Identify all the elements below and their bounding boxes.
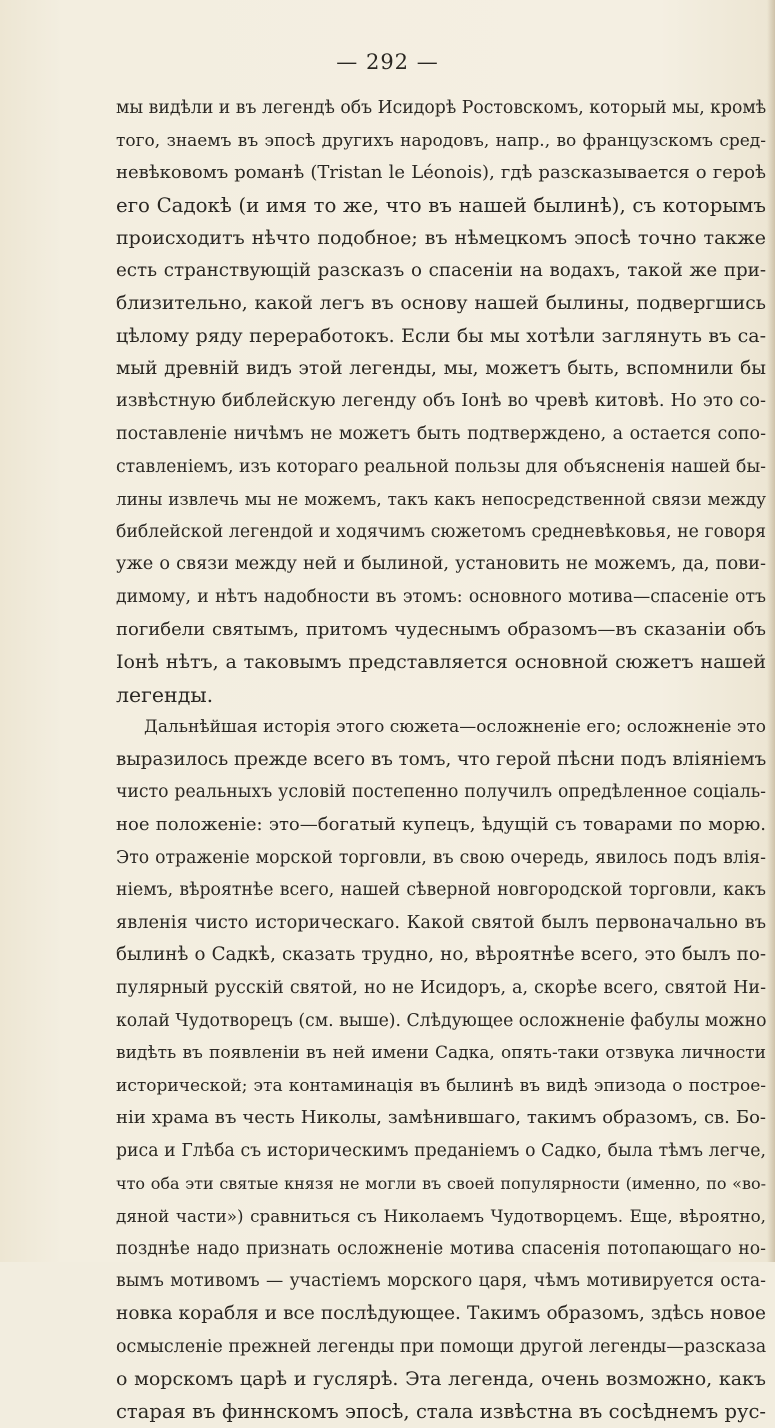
- text-line: Это отраженіе морской торговли, въ свою очередь, явилось подъ влія-: [116, 847, 766, 868]
- text-line: Іонѣ нѣтъ, а таковымъ представляется основной сюжетъ нашей: [116, 651, 766, 674]
- text-line: колай Чудотворецъ (см. выше). Слѣдующее осложненіе фабулы можно: [116, 1010, 767, 1031]
- text-line: явленія чисто историческаго. Какой святой былъ первоначально въ: [116, 912, 766, 933]
- text-line: Дальнѣйшая исторія этого сюжета—осложненіе его; осложненіе это: [144, 717, 766, 738]
- text-line: пулярный русскій святой, но не Исидоръ, а, скорѣе всего, святой Ни-: [116, 978, 766, 999]
- text-line: лины извлечь мы не можемъ, такъ какъ непосредственной связи между: [116, 489, 766, 510]
- text-line: осмысленіе прежней легенды при помощи другой легенды—разсказа: [116, 1336, 767, 1357]
- text-line: о морскомъ царѣ и гуслярѣ. Эта легенда, очень возможно, какъ: [116, 1368, 766, 1391]
- text-line: есть странствующій разсказъ о спасеніи на водахъ, такой же при-: [116, 259, 766, 281]
- text-line: извѣстную библейскую легенду объ Іонѣ во чревѣ китовѣ. Но это со-: [116, 391, 766, 412]
- text-line: выразилось прежде всего въ томъ, что герой пѣсни подъ вліяніемъ: [116, 748, 767, 770]
- text-line: мый древній видъ этой легенды, мы, можетъ быть, вспомнили бы: [116, 357, 766, 379]
- text-line: цѣлому ряду переработокъ. Если бы мы хотѣли заглянуть въ са-: [116, 325, 766, 348]
- text-line: риса и Глѣба съ историческимъ преданіемъ о Садко, была тѣмъ легче,: [116, 1141, 766, 1161]
- text-line: близительно, какой легъ въ основу нашей былины, подвергшись: [116, 292, 766, 314]
- text-line: поставленіе ничѣмъ не можетъ быть подтверждено, а остается сопо-: [116, 423, 766, 444]
- text-line: легенды.: [116, 682, 214, 707]
- text-line: происходитъ нѣчто подобное; въ нѣмецкомъ эпосѣ точно также: [116, 227, 766, 250]
- text-line: невѣковомъ романѣ (Tristan le Léonois), гдѣ разсказывается о героѣ: [116, 162, 766, 184]
- text-line: чисто реальныхъ условій постепенно получилъ опредѣленное соціаль-: [116, 782, 766, 803]
- text-line: ное положеніе: это—богатый купецъ, ѣдущій съ товарами по морю.: [116, 814, 766, 836]
- text-line: дяной части») сравниться съ Николаемъ Чудотворцемъ. Еще, вѣроятно,: [116, 1206, 766, 1227]
- text-line: уже о связи между ней и былиной, установить не можемъ, да, пови-: [116, 554, 766, 575]
- text-line: его Садокѣ (и имя то же, что въ нашей былинѣ), съ которымъ: [116, 193, 766, 217]
- text-line: библейской легендой и ходячимъ сюжетомъ средневѣковья, не говоря: [116, 521, 766, 542]
- text-line: видѣть въ появленіи въ ней имени Садка, опять-таки отзвука личности: [116, 1043, 766, 1064]
- text-line: былинѣ о Садкѣ, сказать трудно, но, вѣроятнѣе всего, это былъ по-: [116, 944, 766, 966]
- text-line: что оба эти святые князя не могли въ своей популярности (именно, по «во-: [116, 1173, 766, 1193]
- body-text: [116, 92, 766, 1428]
- text-line: новка корабля и все послѣдующее. Такимъ образомъ, здѣсь новое: [116, 1302, 766, 1324]
- text-line: того, знаемъ въ эпосѣ другихъ народовъ, напр., во французскомъ сред-: [116, 130, 766, 151]
- text-line: исторической; эта контаминація въ былинѣ въ видѣ эпизода о построе-: [116, 1075, 766, 1096]
- text-line: ніи храма въ честь Николы, замѣнившаго, такимъ образомъ, св. Бо-: [116, 1107, 766, 1129]
- text-line: ніемъ, вѣроятнѣе всего, нашей сѣверной новгородской торговли, какъ: [116, 880, 766, 901]
- text-line: позднѣе надо признать осложненіе мотива спасенія потопающаго но-: [116, 1238, 766, 1259]
- text-line: димому, и нѣтъ надобности въ этомъ: основного мотива—спасеніе отъ: [116, 586, 766, 607]
- text-line: вымъ мотивомъ — участіемъ морского царя, чѣмъ мотивируется оста-: [116, 1271, 766, 1292]
- page-edge-shadow: [767, 0, 775, 1262]
- page-number: — 292 —: [336, 50, 439, 74]
- text-line: погибели святымъ, притомъ чудеснымъ образомъ—въ сказаніи объ: [116, 618, 766, 640]
- text-line: старая въ финнскомъ эпосѣ, стала извѣстна въ сосѣднемъ рус-: [116, 1399, 766, 1423]
- text-line: ставленіемъ, изъ котораго реальной пользы для объясненія нашей бы-: [116, 456, 766, 477]
- text-line: мы видѣли и въ легендѣ объ Исидорѣ Ростовскомъ, который мы, кромѣ: [116, 98, 767, 118]
